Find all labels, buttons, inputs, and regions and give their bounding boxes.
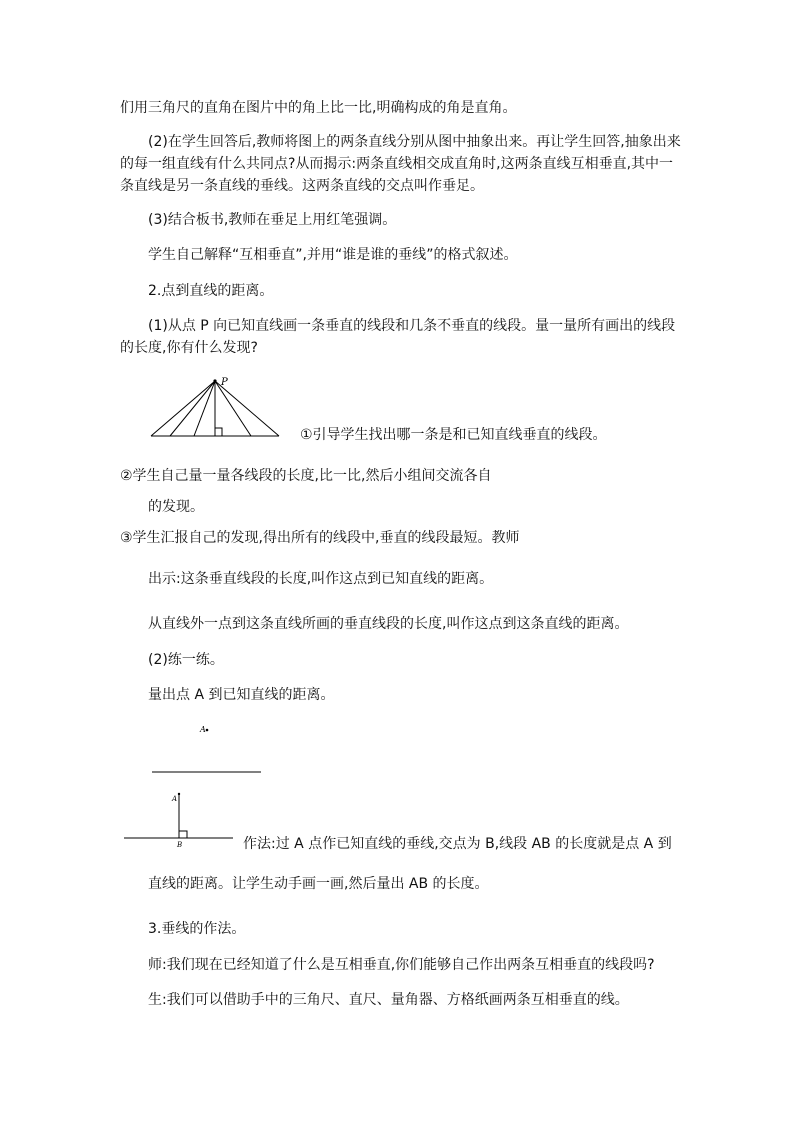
oblique-segment [194,381,215,436]
figure-perpendicular-ab [122,788,240,850]
paragraph-3: (3)结合板书,教师在垂足上用红笔强调。 [148,212,397,228]
oblique-segment [151,381,215,436]
figure-point-p-segments [148,376,288,438]
paragraph-2-line-2: 的每一组直线有什么共同点?从而揭示:两条直线相交成直角时,这两条直线互相垂直,其中一 [120,156,674,172]
point-p-dot [213,379,216,382]
paragraph-13-line-1: 作法:过 A 点作已知直线的垂线,交点为 B,线段 AB 的长度就是点 A 到 [243,836,672,852]
section-heading-2: 2.点到直线的距离。 [148,283,274,299]
paragraph-16: 生:我们可以借助手中的三角尺、直尺、量角器、方格纸画两条互相垂直的线。 [148,992,629,1008]
paragraph-15: 师:我们现在已经知道了什么是互相垂直,你们能够自己作出两条互相垂直的线段吗? [148,957,655,973]
point-a-dot [178,793,180,795]
point-a-label: A [200,725,206,734]
paragraph-4: 学生自己解释“互相垂直”,并用“谁是谁的垂线”的格式叙述。 [148,247,518,263]
figure-point-a-line [148,720,268,776]
point-a-label: A [172,795,178,803]
paragraph-12: 量出点 A 到已知直线的距离。 [148,687,335,703]
section-heading-3: 3.垂线的作法。 [148,921,246,937]
oblique-segment [170,381,215,436]
paragraph-9-line-1: ③学生汇报自己的发现,得出所有的线段中,垂直的线段最短。教师 [120,530,520,546]
paragraph-11: (2)练一练。 [148,652,224,668]
paragraph-2-line-3: 条直线是另一条直线的垂线。这两条直线的交点叫作垂足。 [120,178,484,194]
point-a-dot [206,729,209,732]
paragraph-8-line-2: 的发现。 [148,499,204,515]
paragraph-8-line-1: ②学生自己量一量各线段的长度,比一比,然后小组间交流各自 [120,468,492,484]
point-b-label: B [177,841,183,849]
right-angle-mark [179,831,187,838]
point-p-label: P [221,377,228,388]
paragraph-1: 们用三角尺的直角在图片中的角上比一比,明确构成的角是直角。 [120,100,517,116]
paragraph-6-line-1: (1)从点 P 向已知直线画一条垂直的线段和几条不垂直的线段。量一量所有画出的线段 [148,318,676,334]
paragraph-13-line-2: 直线的距离。让学生动手画一画,然后量出 AB 的长度。 [148,876,489,892]
paragraph-7: ①引导学生找出哪一条是和已知直线垂直的线段。 [300,427,607,443]
paragraph-9-line-2: 出示:这条垂直线段的长度,叫作这点到已知直线的距离。 [148,571,494,587]
right-angle-mark [215,428,222,436]
oblique-segment [215,381,279,436]
paragraph-2-line-1: (2)在学生回答后,教师将图上的两条直线分别从图中抽象出来。再让学生回答,抽象出来 [148,134,681,150]
paragraph-6-line-2: 的长度,你有什么发现? [120,340,258,356]
paragraph-10: 从直线外一点到这条直线所画的垂直线段的长度,叫作这点到这条直线的距离。 [148,616,629,632]
